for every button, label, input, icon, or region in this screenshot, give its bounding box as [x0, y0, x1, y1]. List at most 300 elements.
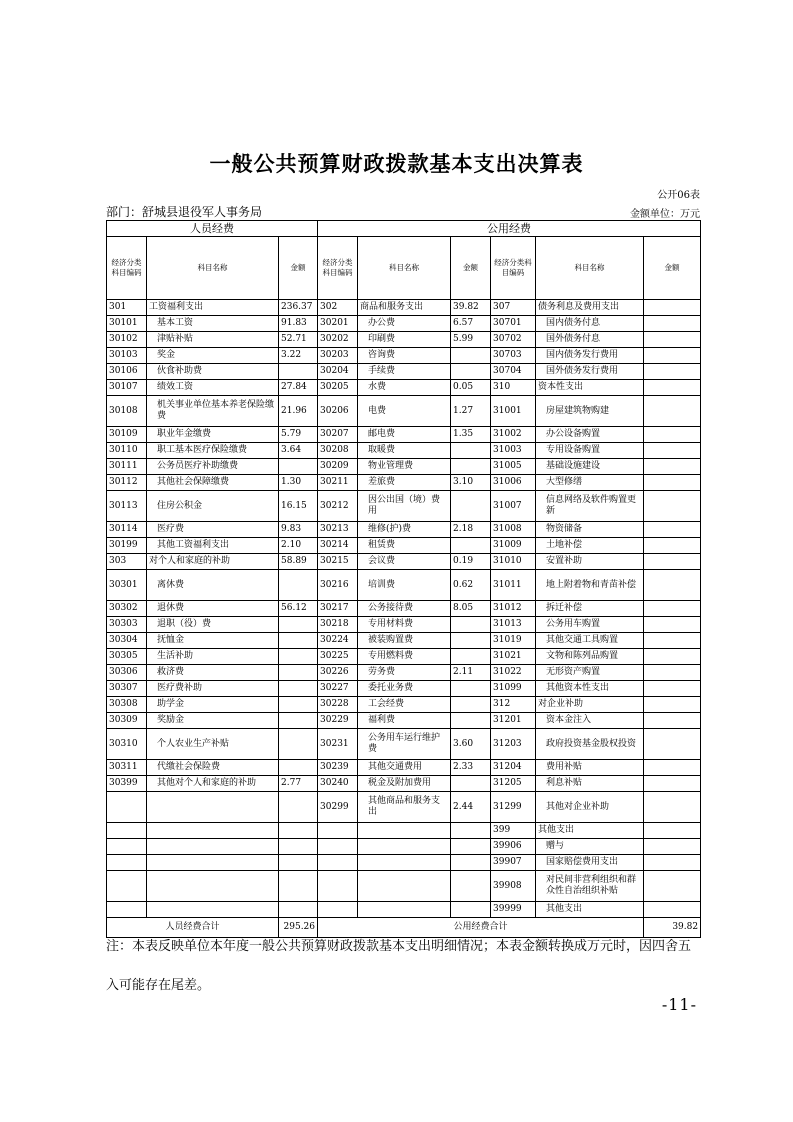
- cell-name: 商品和服务支出: [358, 300, 451, 316]
- cell-amount: [451, 649, 491, 665]
- cell-code: 30307: [107, 681, 147, 697]
- cell-code: 30111: [107, 459, 147, 475]
- cell-code: 30107: [107, 380, 147, 396]
- section-header-row: [107, 221, 701, 237]
- cell-amount: [279, 617, 318, 633]
- public-total-amount: 39.82: [644, 918, 701, 938]
- cell-code: 302: [318, 300, 358, 316]
- cell-amount: [279, 902, 318, 918]
- cell-code: [107, 792, 147, 823]
- cell-code: 30106: [107, 364, 147, 380]
- cell-code: 30217: [318, 601, 358, 617]
- cell-code: 30214: [318, 538, 358, 554]
- cell-amount: [279, 823, 318, 839]
- cell-name: 其他资本性支出: [536, 681, 644, 697]
- cell-name: [147, 823, 279, 839]
- cell-name: 国外债务付息: [536, 332, 644, 348]
- cell-amount: [279, 681, 318, 697]
- cell-amount: [644, 713, 701, 729]
- cell-name: [358, 823, 451, 839]
- cell-amount: [644, 871, 701, 902]
- cell-amount: [644, 522, 701, 538]
- cell-amount: 91.83: [279, 316, 318, 332]
- cell-amount: [279, 649, 318, 665]
- table-row: [107, 792, 701, 823]
- cell-code: 312: [491, 697, 536, 713]
- cell-code: 399: [491, 823, 536, 839]
- cell-amount: [451, 902, 491, 918]
- cell-name: 职业年金缴费: [147, 427, 279, 443]
- cell-code: 307: [491, 300, 536, 316]
- cell-amount: [644, 396, 701, 427]
- cell-amount: [451, 633, 491, 649]
- cell-name: [358, 855, 451, 871]
- cell-amount: [279, 855, 318, 871]
- cell-name: 工资福利支出: [147, 300, 279, 316]
- cell-name: 基础设施建设: [536, 459, 644, 475]
- cell-name: 公务用车运行维护费: [358, 729, 451, 760]
- cell-amount: [279, 697, 318, 713]
- cell-name: 离休费: [147, 570, 279, 601]
- cell-name: 抚恤金: [147, 633, 279, 649]
- cell-code: 30205: [318, 380, 358, 396]
- table-row: [107, 665, 701, 681]
- table-row: [107, 554, 701, 570]
- cell-code: 30202: [318, 332, 358, 348]
- cell-name: 其他社会保障缴费: [147, 475, 279, 491]
- cell-name: 土地补偿: [536, 538, 644, 554]
- cell-amount: [644, 491, 701, 522]
- cell-name: [358, 902, 451, 918]
- section-personnel: 人员经费: [107, 221, 318, 237]
- cell-amount: 1.30: [279, 475, 318, 491]
- table-row: [107, 697, 701, 713]
- cell-amount: 2.44: [451, 792, 491, 823]
- cell-code: 30213: [318, 522, 358, 538]
- table-row: [107, 871, 701, 902]
- cell-name: 手续费: [358, 364, 451, 380]
- cell-amount: [644, 649, 701, 665]
- cell-code: 30399: [107, 776, 147, 792]
- department-label: 部门：舒城县退役军人事务局: [106, 205, 263, 219]
- cell-amount: [279, 839, 318, 855]
- cell-amount: 2.18: [451, 522, 491, 538]
- cell-code: 30108: [107, 396, 147, 427]
- cell-code: 30209: [318, 459, 358, 475]
- cell-code: 31003: [491, 443, 536, 459]
- cell-code: 30102: [107, 332, 147, 348]
- cell-code: 31022: [491, 665, 536, 681]
- cell-name: 资本性支出: [536, 380, 644, 396]
- cell-code: 31201: [491, 713, 536, 729]
- cell-name: 费用补贴: [536, 760, 644, 776]
- cell-code: 30228: [318, 697, 358, 713]
- table-row: [107, 681, 701, 697]
- page-number: -11-: [661, 995, 697, 1014]
- cell-code: 31005: [491, 459, 536, 475]
- cell-amount: 1.35: [451, 427, 491, 443]
- cell-amount: 2.10: [279, 538, 318, 554]
- cell-name: 其他对企业补助: [536, 792, 644, 823]
- cell-code: 30109: [107, 427, 147, 443]
- cell-code: 30114: [107, 522, 147, 538]
- cell-amount: 5.79: [279, 427, 318, 443]
- cell-name: 无形资产购置: [536, 665, 644, 681]
- cell-amount: [644, 459, 701, 475]
- cell-code: 30305: [107, 649, 147, 665]
- cell-code: 30225: [318, 649, 358, 665]
- cell-amount: [451, 713, 491, 729]
- cell-code: [107, 823, 147, 839]
- header-amount: 金额: [451, 237, 491, 300]
- cell-amount: [644, 332, 701, 348]
- cell-code: 30302: [107, 601, 147, 617]
- cell-amount: [644, 427, 701, 443]
- cell-name: 其他交通工具购置: [536, 633, 644, 649]
- cell-amount: [451, 491, 491, 522]
- cell-name: 信息网络及软件购置更新: [536, 491, 644, 522]
- personnel-total-label: 人员经费合计: [107, 918, 279, 938]
- cell-name: 奖励金: [147, 713, 279, 729]
- cell-name: 培训费: [358, 570, 451, 601]
- cell-amount: 3.10: [451, 475, 491, 491]
- cell-code: 30701: [491, 316, 536, 332]
- cell-name: 伙食补助费: [147, 364, 279, 380]
- cell-name: 对个人和家庭的补助: [147, 554, 279, 570]
- cell-code: 31010: [491, 554, 536, 570]
- cell-name: 拆迁补偿: [536, 601, 644, 617]
- cell-amount: [644, 617, 701, 633]
- cell-name: 绩效工资: [147, 380, 279, 396]
- cell-amount: [451, 871, 491, 902]
- cell-amount: [644, 443, 701, 459]
- cell-code: 30199: [107, 538, 147, 554]
- cell-amount: [644, 538, 701, 554]
- cell-code: 30303: [107, 617, 147, 633]
- cell-code: 31011: [491, 570, 536, 601]
- cell-name: 电费: [358, 396, 451, 427]
- cell-code: [318, 871, 358, 902]
- cell-amount: [451, 823, 491, 839]
- cell-code: 30215: [318, 554, 358, 570]
- cell-amount: [644, 364, 701, 380]
- table-row: [107, 902, 701, 918]
- cell-name: 助学金: [147, 697, 279, 713]
- cell-code: [318, 823, 358, 839]
- cell-amount: [279, 570, 318, 601]
- cell-amount: 9.83: [279, 522, 318, 538]
- cell-code: 31001: [491, 396, 536, 427]
- cell-name: [147, 902, 279, 918]
- cell-code: 30201: [318, 316, 358, 332]
- table-row: [107, 491, 701, 522]
- cell-name: 公务用车购置: [536, 617, 644, 633]
- cell-amount: [644, 729, 701, 760]
- table-row: [107, 332, 701, 348]
- cell-code: 31002: [491, 427, 536, 443]
- cell-name: [358, 839, 451, 855]
- cell-name: 其他工资福利支出: [147, 538, 279, 554]
- cell-code: 30299: [318, 792, 358, 823]
- cell-amount: [279, 364, 318, 380]
- cell-code: 30229: [318, 713, 358, 729]
- cell-code: 31099: [491, 681, 536, 697]
- cell-amount: [644, 300, 701, 316]
- cell-code: [318, 839, 358, 855]
- cell-name: [147, 871, 279, 902]
- cell-amount: [451, 681, 491, 697]
- cell-name: 奖金: [147, 348, 279, 364]
- cell-name: 会议费: [358, 554, 451, 570]
- table-row: [107, 713, 701, 729]
- cell-code: 30208: [318, 443, 358, 459]
- cell-amount: [451, 443, 491, 459]
- cell-code: 30218: [318, 617, 358, 633]
- cell-amount: 8.05: [451, 601, 491, 617]
- cell-code: 310: [491, 380, 536, 396]
- cell-name: 国家赔偿费用支出: [536, 855, 644, 871]
- cell-code: 30103: [107, 348, 147, 364]
- cell-code: 30231: [318, 729, 358, 760]
- cell-name: [147, 792, 279, 823]
- cell-code: 30212: [318, 491, 358, 522]
- cell-amount: [644, 316, 701, 332]
- cell-code: 30224: [318, 633, 358, 649]
- cell-code: 30204: [318, 364, 358, 380]
- cell-amount: [451, 839, 491, 855]
- cell-code: 303: [107, 554, 147, 570]
- cell-name: [358, 871, 451, 902]
- cell-name: 其他对个人和家庭的补助: [147, 776, 279, 792]
- cell-amount: [644, 475, 701, 491]
- cell-name: 基本工资: [147, 316, 279, 332]
- header-name: 科目名称: [536, 237, 644, 300]
- cell-name: 国内债务付息: [536, 316, 644, 332]
- expenditure-table: [106, 220, 701, 938]
- column-header-row: [107, 237, 701, 300]
- cell-amount: [644, 633, 701, 649]
- cell-code: [318, 855, 358, 871]
- cell-code: 31013: [491, 617, 536, 633]
- cell-name: 医疗费: [147, 522, 279, 538]
- cell-amount: [279, 459, 318, 475]
- cell-amount: [279, 633, 318, 649]
- cell-code: 31205: [491, 776, 536, 792]
- cell-code: 30101: [107, 316, 147, 332]
- cell-code: 30112: [107, 475, 147, 491]
- cell-code: 30216: [318, 570, 358, 601]
- cell-name: 对民间非营利组织和群众性自治组织补贴: [536, 871, 644, 902]
- cell-amount: [451, 364, 491, 380]
- cell-name: 办公设备购置: [536, 427, 644, 443]
- cell-code: [107, 855, 147, 871]
- cell-code: 31008: [491, 522, 536, 538]
- cell-amount: 16.15: [279, 491, 318, 522]
- cell-amount: 0.05: [451, 380, 491, 396]
- cell-name: 公务接待费: [358, 601, 451, 617]
- cell-name: 其他支出: [536, 823, 644, 839]
- cell-name: 资本金注入: [536, 713, 644, 729]
- cell-name: 物业管理费: [358, 459, 451, 475]
- personnel-total-amount: 295.26: [279, 918, 318, 938]
- cell-code: 30113: [107, 491, 147, 522]
- cell-name: 办公费: [358, 316, 451, 332]
- cell-amount: 27.84: [279, 380, 318, 396]
- cell-amount: [644, 554, 701, 570]
- table-row: [107, 475, 701, 491]
- cell-name: 税金及附加费用: [358, 776, 451, 792]
- form-number: 公开06表: [657, 190, 700, 201]
- cell-code: 30309: [107, 713, 147, 729]
- table-row: [107, 443, 701, 459]
- cell-name: 个人农业生产补贴: [147, 729, 279, 760]
- cell-code: 39906: [491, 839, 536, 855]
- cell-name: 其他交通费用: [358, 760, 451, 776]
- table-row: [107, 380, 701, 396]
- cell-name: 被装购置费: [358, 633, 451, 649]
- cell-name: 其他商品和服务支出: [358, 792, 451, 823]
- cell-amount: [644, 380, 701, 396]
- cell-name: 赠与: [536, 839, 644, 855]
- cell-code: 30310: [107, 729, 147, 760]
- cell-code: 31299: [491, 792, 536, 823]
- cell-code: 31019: [491, 633, 536, 649]
- cell-name: 咨询费: [358, 348, 451, 364]
- cell-name: 对企业补助: [536, 697, 644, 713]
- cell-amount: 6.57: [451, 316, 491, 332]
- table-row: [107, 760, 701, 776]
- cell-amount: [279, 665, 318, 681]
- cell-code: [318, 902, 358, 918]
- cell-amount: [451, 855, 491, 871]
- cell-name: 其他支出: [536, 902, 644, 918]
- cell-amount: [644, 570, 701, 601]
- cell-name: 福利费: [358, 713, 451, 729]
- cell-amount: [279, 760, 318, 776]
- cell-amount: 5.99: [451, 332, 491, 348]
- cell-amount: [451, 459, 491, 475]
- table-row: [107, 776, 701, 792]
- table-row: [107, 601, 701, 617]
- cell-amount: [644, 601, 701, 617]
- cell-amount: [644, 855, 701, 871]
- cell-amount: [451, 697, 491, 713]
- cell-amount: [644, 776, 701, 792]
- cell-name: 物资储备: [536, 522, 644, 538]
- table-row: [107, 316, 701, 332]
- cell-amount: [451, 538, 491, 554]
- cell-code: 39908: [491, 871, 536, 902]
- cell-amount: [644, 697, 701, 713]
- cell-code: 30226: [318, 665, 358, 681]
- cell-name: 职工基本医疗保险缴费: [147, 443, 279, 459]
- table-row: [107, 570, 701, 601]
- header-code: 经济分类科目编码: [491, 237, 536, 300]
- cell-amount: 2.33: [451, 760, 491, 776]
- cell-amount: [451, 776, 491, 792]
- table-row: [107, 348, 701, 364]
- cell-name: 国内债务发行费用: [536, 348, 644, 364]
- cell-code: 31021: [491, 649, 536, 665]
- cell-code: 30704: [491, 364, 536, 380]
- cell-amount: [644, 902, 701, 918]
- cell-amount: 39.82: [451, 300, 491, 316]
- cell-amount: 0.19: [451, 554, 491, 570]
- cell-code: 30301: [107, 570, 147, 601]
- cell-code: 30211: [318, 475, 358, 491]
- cell-name: 文物和陈列品购置: [536, 649, 644, 665]
- cell-name: 政府投资基金股权投资: [536, 729, 644, 760]
- cell-name: 安置补助: [536, 554, 644, 570]
- cell-code: 30239: [318, 760, 358, 776]
- cell-name: 债务利息及费用支出: [536, 300, 644, 316]
- cell-amount: 2.11: [451, 665, 491, 681]
- cell-amount: [644, 681, 701, 697]
- cell-name: 水费: [358, 380, 451, 396]
- cell-amount: 58.89: [279, 554, 318, 570]
- table-row: [107, 823, 701, 839]
- cell-amount: [644, 665, 701, 681]
- cell-code: 301: [107, 300, 147, 316]
- cell-amount: 3.64: [279, 443, 318, 459]
- cell-name: 维修(护)费: [358, 522, 451, 538]
- cell-amount: [644, 839, 701, 855]
- cell-code: [107, 902, 147, 918]
- cell-name: 专用燃料费: [358, 649, 451, 665]
- cell-code: 31007: [491, 491, 536, 522]
- cell-amount: 3.60: [451, 729, 491, 760]
- cell-amount: 236.37: [279, 300, 318, 316]
- cell-code: [107, 871, 147, 902]
- cell-name: 工会经费: [358, 697, 451, 713]
- page-title: 一般公共预算财政拨款基本支出决算表: [209, 151, 584, 176]
- table-row: [107, 396, 701, 427]
- cell-name: 租赁费: [358, 538, 451, 554]
- header-amount: 金额: [279, 237, 318, 300]
- cell-code: 30308: [107, 697, 147, 713]
- cell-code: 30203: [318, 348, 358, 364]
- public-total-label: 公用经费合计: [318, 918, 644, 938]
- table-row: [107, 729, 701, 760]
- cell-name: 专用材料费: [358, 617, 451, 633]
- table-row: [107, 839, 701, 855]
- table-row: [107, 427, 701, 443]
- cell-code: 30110: [107, 443, 147, 459]
- cell-code: 30304: [107, 633, 147, 649]
- cell-name: 公务员医疗补助缴费: [147, 459, 279, 475]
- cell-amount: [451, 348, 491, 364]
- cell-name: 差旅费: [358, 475, 451, 491]
- footnote-line1: 注：本表反映单位本年度一般公共预算财政拨款基本支出明细情况；本表金额转换成万元时，因四舍五: [106, 939, 692, 954]
- cell-code: 31203: [491, 729, 536, 760]
- header-amount: 金额: [644, 237, 701, 300]
- cell-amount: 52.71: [279, 332, 318, 348]
- unit-label: 金额单位：万元: [630, 209, 700, 220]
- section-public: 公用经费: [318, 221, 701, 237]
- cell-amount: [279, 871, 318, 902]
- cell-name: 房屋建筑物购建: [536, 396, 644, 427]
- table-row: [107, 522, 701, 538]
- cell-amount: [644, 792, 701, 823]
- cell-code: 30306: [107, 665, 147, 681]
- cell-code: 31009: [491, 538, 536, 554]
- cell-code: 30207: [318, 427, 358, 443]
- cell-name: 利息补贴: [536, 776, 644, 792]
- header-name: 科目名称: [147, 237, 279, 300]
- cell-amount: [279, 792, 318, 823]
- cell-code: 31204: [491, 760, 536, 776]
- header-code: 经济分类科目编码: [107, 237, 147, 300]
